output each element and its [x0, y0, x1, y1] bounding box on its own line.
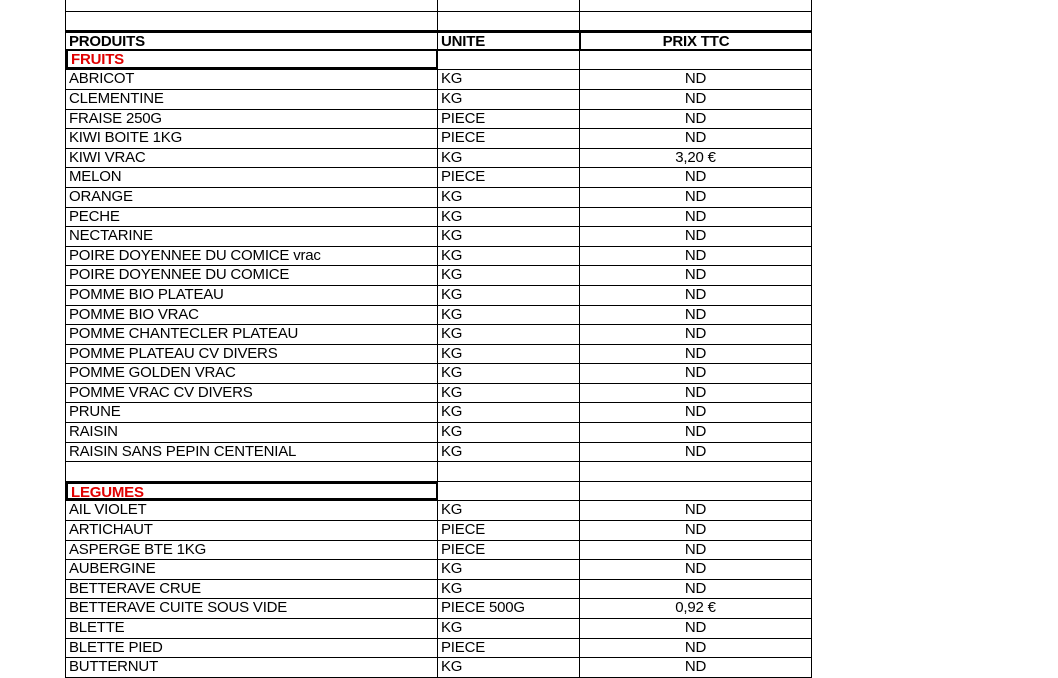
price-cell: ND	[684, 325, 707, 343]
table-row	[66, 560, 811, 580]
unit-cell: KG	[438, 443, 580, 462]
price-table	[65, 0, 812, 678]
blank-row	[66, 12, 811, 32]
price-cell: ND	[684, 187, 707, 205]
section-fruits	[66, 51, 811, 71]
blank-row	[66, 462, 811, 482]
header-produits: PRODUITS	[66, 33, 438, 49]
price-cell: ND	[684, 540, 707, 558]
product-cell: POMME GOLDEN VRAC	[66, 364, 438, 383]
unit-cell: KG	[438, 501, 580, 520]
product-cell: POMME VRAC CV DIVERS	[66, 384, 438, 403]
legumes-list	[66, 501, 811, 677]
section-label-fruits: FRUITS	[66, 51, 438, 70]
table-row	[66, 110, 811, 130]
product-cell: BLETTE PIED	[66, 639, 438, 658]
product-cell: BETTERAVE CRUE	[66, 580, 438, 599]
blank-row	[66, 0, 811, 12]
price-cell: ND	[684, 501, 707, 519]
product-cell: BUTTERNUT	[66, 658, 438, 677]
product-cell: PECHE	[66, 208, 438, 227]
price-cell: ND	[684, 266, 707, 284]
table-row	[66, 384, 811, 404]
price-cell: ND	[684, 109, 707, 127]
product-cell: RAISIN SANS PEPIN CENTENIAL	[66, 443, 438, 462]
price-cell: ND	[684, 619, 707, 636]
unit-cell: KG	[438, 658, 580, 677]
price-cell: ND	[684, 129, 707, 147]
table-row	[66, 619, 811, 639]
table-row	[66, 129, 811, 149]
product-cell: AUBERGINE	[66, 560, 438, 579]
unit-cell: KG	[438, 423, 580, 442]
product-cell: POMME BIO VRAC	[66, 306, 438, 325]
table-row	[66, 168, 811, 188]
product-cell: PRUNE	[66, 403, 438, 422]
table-row	[66, 325, 811, 345]
product-cell: POMME PLATEAU CV DIVERS	[66, 345, 438, 364]
product-cell: FRAISE 250G	[66, 110, 438, 129]
unit-cell: PIECE 500G	[438, 599, 580, 618]
unit-cell: KG	[438, 227, 580, 246]
fruits-list	[66, 70, 811, 462]
unit-cell: KG	[438, 560, 580, 579]
price-cell: ND	[684, 344, 707, 362]
product-cell: ORANGE	[66, 188, 438, 207]
table-row	[66, 227, 811, 247]
unit-cell: KG	[438, 403, 580, 422]
unit-cell: PIECE	[438, 129, 580, 148]
price-cell: ND	[684, 89, 707, 107]
unit-cell: KG	[438, 286, 580, 305]
product-cell: RAISIN	[66, 423, 438, 442]
table-row	[66, 208, 811, 228]
product-cell: MELON	[66, 168, 438, 187]
unit-cell: KG	[438, 90, 580, 109]
price-cell: ND	[684, 285, 707, 303]
unit-cell: KG	[438, 247, 580, 266]
table-row	[66, 266, 811, 286]
price-cell: ND	[684, 638, 707, 656]
header-unite: UNITE	[438, 33, 580, 49]
price-cell: 3,20 €	[675, 148, 716, 166]
table-row	[66, 541, 811, 561]
table-row	[66, 149, 811, 169]
table-row	[66, 247, 811, 267]
table-row	[66, 306, 811, 326]
price-cell: 0,92 €	[675, 599, 716, 617]
price-cell: ND	[684, 658, 707, 676]
unit-cell: KG	[438, 208, 580, 227]
product-cell: ABRICOT	[66, 70, 438, 89]
price-cell: ND	[684, 560, 707, 578]
price-cell: ND	[684, 227, 707, 245]
table-row	[66, 580, 811, 600]
price-cell: ND	[684, 364, 707, 382]
unit-cell: PIECE	[438, 168, 580, 187]
table-row	[66, 423, 811, 443]
table-row	[66, 364, 811, 384]
unit-cell: KG	[438, 306, 580, 325]
price-cell: ND	[684, 207, 707, 225]
table-row	[66, 501, 811, 521]
header-prix: PRIX TTC	[580, 33, 811, 49]
price-cell: ND	[684, 579, 707, 597]
unit-cell: PIECE	[438, 639, 580, 658]
price-cell: ND	[684, 246, 707, 264]
unit-cell: KG	[438, 619, 580, 638]
unit-cell: KG	[438, 325, 580, 344]
product-cell: AIL VIOLET	[66, 501, 438, 520]
section-legumes	[66, 482, 811, 502]
table-row	[66, 599, 811, 619]
unit-cell: PIECE	[438, 541, 580, 560]
table-row	[66, 403, 811, 423]
table-row	[66, 90, 811, 110]
unit-cell: KG	[438, 149, 580, 168]
unit-cell: KG	[438, 384, 580, 403]
unit-cell: KG	[438, 188, 580, 207]
table-row	[66, 639, 811, 659]
product-cell: CLEMENTINE	[66, 90, 438, 109]
unit-cell: KG	[438, 345, 580, 364]
price-cell: ND	[684, 521, 707, 539]
product-cell: KIWI BOITE 1KG	[66, 129, 438, 148]
table-row	[66, 286, 811, 306]
unit-cell: PIECE	[438, 521, 580, 540]
unit-cell: KG	[438, 266, 580, 285]
table-header	[66, 31, 811, 51]
table-row	[66, 188, 811, 208]
product-cell: ARTICHAUT	[66, 521, 438, 540]
product-cell: POIRE DOYENNEE DU COMICE	[66, 266, 438, 285]
unit-cell: PIECE	[438, 110, 580, 129]
product-cell: NECTARINE	[66, 227, 438, 246]
unit-cell: KG	[438, 70, 580, 89]
product-cell: BETTERAVE CUITE SOUS VIDE	[66, 599, 438, 618]
price-cell: ND	[684, 403, 707, 421]
table-row	[66, 443, 811, 463]
price-cell: ND	[684, 423, 707, 441]
product-cell: POIRE DOYENNEE DU COMICE vrac	[66, 247, 438, 266]
product-cell: KIWI VRAC	[66, 149, 438, 168]
price-cell: ND	[684, 383, 707, 401]
unit-cell: KG	[438, 580, 580, 599]
product-cell: BLETTE	[66, 619, 438, 638]
table-row	[66, 345, 811, 365]
price-cell: ND	[684, 442, 707, 460]
unit-cell: KG	[438, 364, 580, 383]
price-cell: ND	[684, 168, 707, 186]
section-label-legumes: LEGUMES	[66, 482, 438, 501]
product-cell: POMME BIO PLATEAU	[66, 286, 438, 305]
price-cell: ND	[684, 70, 707, 88]
product-cell: POMME CHANTECLER PLATEAU	[66, 325, 438, 344]
table-row	[66, 521, 811, 541]
product-cell: ASPERGE BTE 1KG	[66, 541, 438, 560]
price-cell: ND	[684, 305, 707, 323]
table-row	[66, 70, 811, 90]
